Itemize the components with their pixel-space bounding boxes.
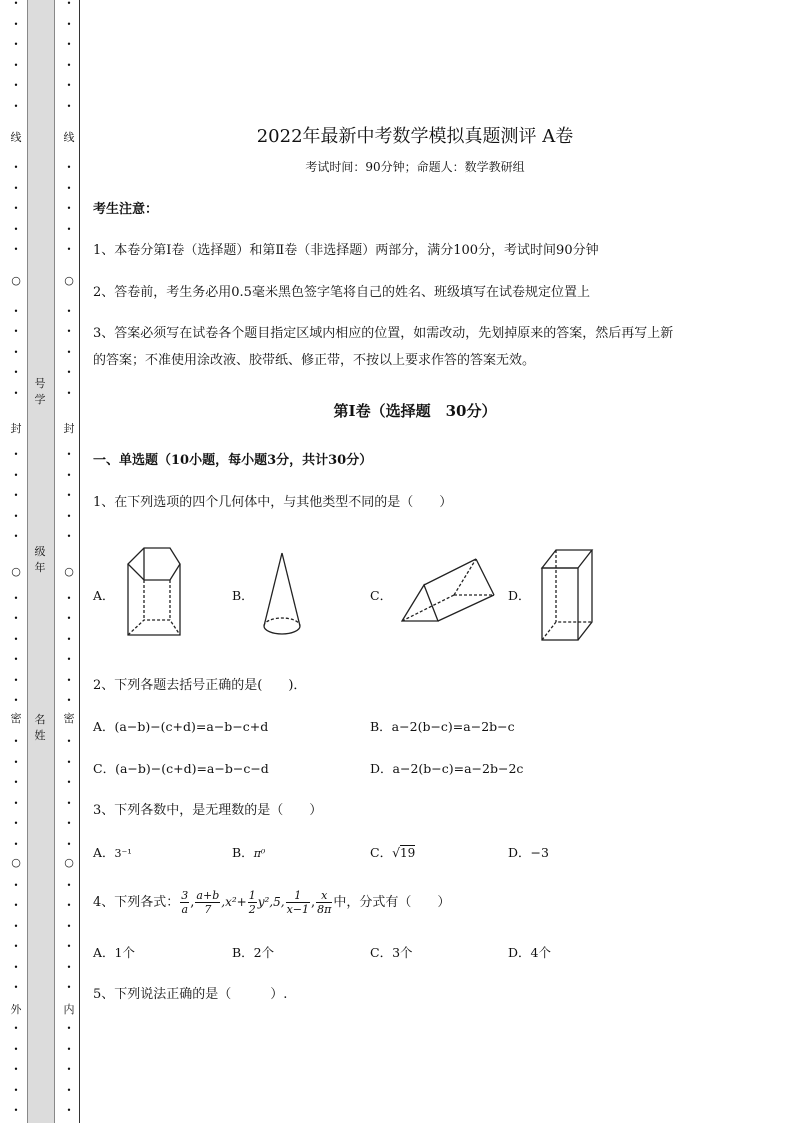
q3-option-c-label: C．: [370, 845, 393, 860]
inner-column-dot: •: [66, 327, 72, 336]
q4-fraction-3: $\frac{1}{2}$: [248, 889, 256, 916]
q2-option-d: D．a−2(b−c)=a−2b−2c: [370, 761, 524, 776]
sqrt-icon: √: [392, 845, 401, 860]
outer-column-dot: •: [13, 1024, 19, 1033]
outer-column-dot: •: [13, 634, 19, 644]
q3-option-a-value: 3⁻¹: [114, 847, 132, 860]
outer-column-mark: 外: [10, 1003, 22, 1016]
inner-column-dot: •: [66, 1106, 72, 1115]
inner-column-mark: ○: [64, 274, 74, 287]
outer-column-dot: •: [13, 306, 19, 316]
notice-heading: 考生注意：: [93, 202, 159, 217]
outer-column-dot: •: [13, 347, 19, 357]
outer-column-mark: 线: [10, 131, 22, 144]
inner-column-dot: •: [66, 19, 72, 29]
q3-option-b: [232, 840, 265, 867]
q4-fraction-2: $\frac{a+b}{7}$: [196, 889, 220, 916]
q4-option-c: C．3个: [370, 945, 413, 960]
outer-column-dot: •: [13, 19, 19, 29]
outer-column-dot: •: [13, 368, 19, 377]
page-subtitle: 考试时间：90分钟；命题人：数学教研组: [305, 160, 525, 174]
q4-fraction-1: $\frac{3}{a}$: [181, 889, 189, 916]
q2-option-a: A．(a−b)−(c+d)=a−b−c+d: [93, 719, 269, 734]
q3-option-d-label: D．: [508, 845, 531, 860]
inner-column-dot: •: [66, 183, 72, 193]
inner-column-dot: •: [66, 511, 72, 521]
inner-column-dot: •: [66, 942, 72, 951]
inner-column-dot: •: [66, 737, 72, 746]
inner-column-dot: •: [66, 245, 72, 254]
outer-column-dot: •: [13, 470, 19, 480]
outer-column-dot: •: [13, 0, 19, 8]
q3-option-a: [93, 840, 132, 867]
question-3: 3、下列各数中，是无理数的是（ ）: [93, 803, 323, 818]
q2-option-c: C．(a−b)−(c+d)=a−b−c−d: [93, 761, 269, 776]
inner-column-dot: •: [66, 204, 72, 213]
outer-column-dot: •: [13, 778, 19, 787]
inner-column-dot: •: [66, 163, 72, 172]
outer-column-dot: •: [13, 163, 19, 172]
inner-column-dot: •: [66, 593, 72, 603]
inner-column-dot: •: [66, 675, 72, 685]
outer-column-dot: •: [13, 224, 19, 234]
q4-fraction-5: $\frac{x}{8\pi}$: [317, 889, 332, 916]
inner-column-dot: •: [66, 614, 72, 623]
question-4: 4、下列各式： $\frac{3}{a}$ , $\frac{a+b}{7}$ ,x²+ $\frac{1}{2}$ y²,5, $\frac{1}{x-1}$ , $\frac{x}{8\pi}$ 中，分式有（ ）: [93, 889, 451, 916]
outer-column-dot: •: [13, 921, 19, 931]
q1-option-c-label: C．: [370, 588, 393, 603]
outer-column-mark: 封: [10, 422, 22, 435]
q4-option-d: D．4个: [508, 945, 551, 960]
outer-column-mark: 密: [10, 712, 22, 725]
outer-column-dot: •: [13, 1044, 19, 1054]
inner-column-mark: 内: [63, 1003, 75, 1016]
inner-column-dot: •: [66, 1044, 72, 1054]
outer-column-dot: •: [13, 101, 19, 111]
field-label-class: 级年: [34, 545, 46, 574]
cone-icon: [258, 550, 306, 638]
part-heading: 一、单选题（10小题，每小题3分，共计30分）: [93, 453, 373, 468]
q2-option-b: B．a−2(b−c)=a−2b−c: [370, 719, 515, 734]
inner-column-dot: •: [66, 306, 72, 316]
inner-column-dot: •: [66, 921, 72, 931]
inner-column-dot: •: [66, 696, 72, 705]
q4-option-b: B．2个: [232, 945, 275, 960]
inner-column-dot: •: [66, 81, 72, 90]
inner-column-mark: 密: [63, 712, 75, 725]
question-2: 2、下列各题去括号正确的是( )．: [93, 678, 307, 693]
notice-item-3: 3、答案必须写在试卷各个题目指定区域内相应的位置，如需改动，先划掉原来的答案，然后再写上新: [93, 326, 674, 341]
inner-column-dot: •: [66, 880, 72, 890]
outer-column-dot: •: [13, 81, 19, 90]
outer-column-dot: •: [13, 593, 19, 603]
inner-column-dot: •: [66, 388, 72, 398]
inner-column-mark: ○: [64, 565, 74, 578]
outer-column-dot: •: [13, 204, 19, 213]
outer-column-dot: •: [13, 183, 19, 193]
outer-column-dot: •: [13, 675, 19, 685]
inner-column-dot: •: [66, 470, 72, 480]
inner-column-dot: •: [66, 634, 72, 644]
q1-option-b-label: B．: [232, 588, 254, 603]
inner-column-dot: •: [66, 962, 72, 972]
q3-option-a-label: A．: [93, 845, 115, 860]
outer-column-dot: •: [13, 798, 19, 808]
outer-column-dot: •: [13, 1085, 19, 1095]
outer-column-dot: •: [13, 901, 19, 910]
outer-column-dot: •: [13, 511, 19, 521]
inner-column-dot: •: [66, 757, 72, 767]
outer-column-dot: •: [13, 614, 19, 623]
inner-column-mark: 线: [63, 131, 75, 144]
inner-column-mark: ○: [64, 856, 74, 869]
inner-column-dot: •: [66, 347, 72, 357]
q4-option-a: A．1个: [93, 945, 135, 960]
q3-option-b-value: π⁰: [253, 847, 266, 860]
outer-column-dot: •: [13, 1106, 19, 1115]
q4-term-1: ,x²+: [221, 895, 247, 909]
outer-column-mark: ○: [11, 565, 21, 578]
inner-column-dot: •: [66, 983, 72, 992]
inner-column-dot: •: [66, 1085, 72, 1095]
inner-column-dot: •: [66, 224, 72, 234]
outer-column-dot: •: [13, 757, 19, 767]
inner-column-dot: •: [66, 532, 72, 541]
inner-column-dot: •: [66, 368, 72, 377]
inner-column-dot: •: [66, 101, 72, 111]
inner-column-dot: •: [66, 655, 72, 664]
inner-column-mark: 封: [63, 422, 75, 435]
inner-column-dot: •: [66, 778, 72, 787]
outer-column-dot: •: [13, 1065, 19, 1074]
outer-column-dot: •: [13, 491, 19, 500]
outer-column-dot: •: [13, 962, 19, 972]
q4-term-2: y²,5,: [257, 895, 285, 909]
inner-column-dot: •: [66, 40, 72, 49]
outer-column-dot: •: [13, 450, 19, 459]
outer-column-dot: •: [13, 819, 19, 828]
q3-option-d-value: −3: [530, 845, 549, 860]
q4-prefix: 4、下列各式：: [93, 895, 180, 910]
inner-column-dot: •: [66, 839, 72, 849]
outer-column-dot: •: [13, 880, 19, 890]
q1-option-d-label: D．: [508, 588, 531, 603]
outer-column-dot: •: [13, 245, 19, 254]
inner-column-dot: •: [66, 901, 72, 910]
outer-column-dot: •: [13, 327, 19, 336]
inner-column-dot: •: [66, 1065, 72, 1074]
q1-option-a-label: A．: [93, 588, 115, 603]
q4-suffix: 中，分式有（ ）: [333, 895, 451, 910]
triangular-prism-upright-icon: [120, 544, 186, 640]
inner-column-dot: •: [66, 60, 72, 70]
q3-option-d: [508, 840, 549, 866]
inner-column-dot: •: [66, 819, 72, 828]
q3-option-c-value: 19: [400, 846, 416, 860]
notice-item-2: 2、答卷前，考生务必用0.5毫米黑色签字笔将自己的姓名、班级填写在试卷规定位置上: [93, 285, 590, 300]
outer-column-mark: ○: [11, 856, 21, 869]
outer-column-dot: •: [13, 839, 19, 849]
inner-column-dot: •: [66, 798, 72, 808]
inner-column-dot: •: [66, 450, 72, 459]
outer-column-dot: •: [13, 737, 19, 746]
outer-column-dot: •: [13, 60, 19, 70]
q3-option-b-label: B．: [232, 845, 254, 860]
outer-column-dot: •: [13, 983, 19, 992]
page-title: 2022年最新中考数学模拟真题测评 A卷: [256, 126, 574, 147]
outer-column-dot: •: [13, 942, 19, 951]
outer-column-dot: •: [13, 40, 19, 49]
inner-column-dot: •: [66, 491, 72, 500]
question-1: 1、在下列选项的四个几何体中，与其他类型不同的是（ ）: [93, 495, 453, 510]
notice-item-3-cont: 的答案；不准使用涂改液、胶带纸、修正带，不按以上要求作答的答案无效。: [93, 353, 536, 368]
outer-column-dot: •: [13, 696, 19, 705]
q4-fraction-4: $\frac{1}{x-1}$: [286, 889, 309, 916]
inner-column-dot: •: [66, 1024, 72, 1033]
outer-column-dot: •: [13, 532, 19, 541]
rectangular-prism-icon: [536, 544, 596, 644]
outer-column-mark: ○: [11, 274, 21, 287]
q3-option-c: [370, 840, 415, 866]
outer-column-dot: •: [13, 655, 19, 664]
field-label-number: 号学: [34, 377, 46, 406]
question-5: 5、下列说法正确的是（ ）.: [93, 987, 288, 1002]
inner-column-dot: •: [66, 0, 72, 8]
notice-item-1: 1、本卷分第I卷（选择题）和第Ⅱ卷（非选择题）两部分，满分100分，考试时间90分钟: [93, 243, 599, 258]
triangular-prism-lying-icon: [398, 555, 498, 625]
outer-column-dot: •: [13, 388, 19, 398]
section-title: 第I卷（选择题 30分）: [333, 402, 497, 420]
field-label-name: 名姓: [34, 713, 46, 742]
